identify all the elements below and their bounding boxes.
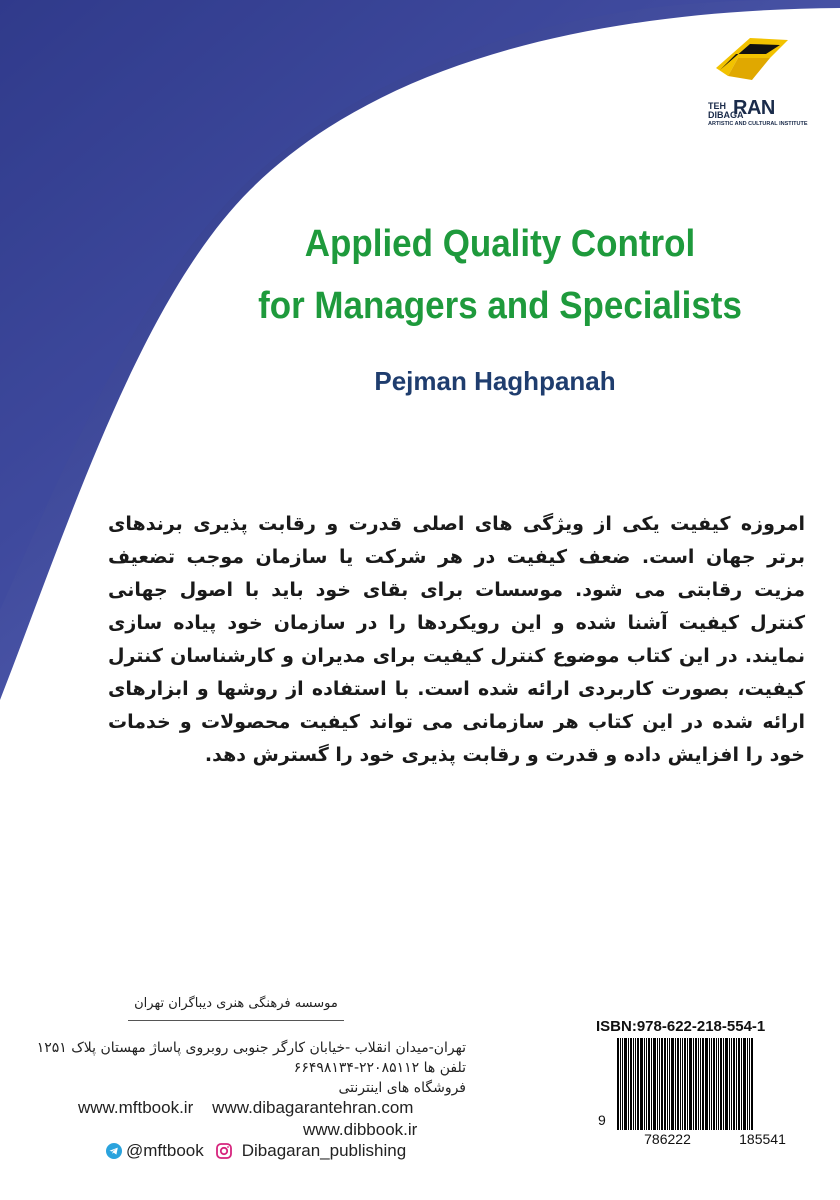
barcode-bar — [700, 1038, 701, 1130]
barcode-bar — [680, 1038, 681, 1130]
book-title-line1: Applied Quality Control — [304, 223, 696, 265]
book-description: امروزه کیفیت یکی از ویژگی های اصلی قدرت و رقابت پذیری برندهای برتر جهان است. ضعف کیفیت در هر شرکت یا سازمان موجب تضعیف مزیت رقابتی می شود. موسسات برای بقای خود باید با اصول جهانی کنترل کیفیت آشنا شده و این رویکردها را در سازمان خود پیاده سازی نمایند. در این کتاب موضوع کنترل کیفیت برای مدیران و کارشناسان کنترل کیفیت، بصورت کاربردی ارائه شده است. با استفاده از روشها و ابزارهای ارائه شده در این کتاب هر سازمانی می تواند کیفیت محصولات و خدمات خود را افزایش داده و قدرت و رقابت پذیری خود را گسترش دهد. — [108, 513, 805, 766]
barcode-digits — [620, 1131, 810, 1147]
website-dibbook-link[interactable]: www.dibbook.ir — [303, 1120, 418, 1139]
barcode-bar — [671, 1038, 674, 1130]
barcode-bar — [635, 1038, 636, 1130]
barcode-bar — [743, 1038, 746, 1130]
barcode-bar — [709, 1038, 710, 1130]
barcode-bar — [713, 1038, 715, 1130]
barcode-bar — [624, 1038, 627, 1130]
logo-text-big: RAN — [733, 97, 775, 119]
barcode-bar — [723, 1038, 724, 1130]
publisher-address: تهران-میدان انقلاب -خیابان کارگر جنوبی روبروی پاساژ مهستان پلاک ۱۲۵۱ — [36, 1040, 466, 1056]
website-dibagarantehran-link[interactable]: www.dibagarantehran.com — [212, 1098, 414, 1117]
barcode-bar — [682, 1038, 683, 1130]
barcode-bar — [705, 1038, 708, 1130]
barcode-bar — [702, 1038, 704, 1130]
barcode-bar — [684, 1038, 686, 1130]
barcode-bar — [720, 1038, 722, 1130]
barcode-bar — [689, 1038, 692, 1130]
logo-arrow-icon — [710, 18, 792, 88]
online-stores-label: فروشگاه های اینترنتی — [338, 1080, 466, 1096]
book-author: Pejman Haghpanah — [374, 366, 616, 396]
barcode-bar — [711, 1038, 712, 1130]
barcode-bar — [751, 1038, 753, 1130]
barcode-bar — [640, 1038, 643, 1130]
barcode-bar — [651, 1038, 652, 1130]
barcode-bar — [630, 1038, 632, 1130]
barcode-bar — [633, 1038, 634, 1130]
barcode-bar — [617, 1038, 619, 1130]
publisher-contact — [20, 1038, 466, 1098]
barcode-bar — [622, 1038, 623, 1130]
barcode-bar — [648, 1038, 650, 1130]
barcode-bar — [659, 1038, 660, 1130]
publisher-institute: موسسه فرهنگی هنری دیباگران تهران — [134, 996, 338, 1011]
barcode-bar — [646, 1038, 647, 1130]
telegram-icon — [106, 1143, 122, 1159]
barcode-bar — [637, 1038, 639, 1130]
publisher-logo — [690, 18, 808, 138]
barcode-bar — [725, 1038, 728, 1130]
barcode-bar — [620, 1038, 621, 1130]
barcode-bar — [741, 1038, 742, 1130]
instagram-icon — [216, 1143, 232, 1159]
barcode-digit-group-2: 185541 — [739, 1131, 786, 1147]
barcode-bar — [661, 1038, 663, 1130]
book-title-line2: for Managers and Specialists — [258, 285, 742, 327]
website-mftbook-link[interactable]: www.mftbook.ir — [78, 1098, 194, 1117]
barcode-bar — [664, 1038, 666, 1130]
barcode-bar — [687, 1038, 688, 1130]
barcode-bar — [716, 1038, 717, 1130]
barcode-bar — [667, 1038, 668, 1130]
publisher-phone: تلفن ها ۲۲۰۸۵۱۱۲-۶۶۴۹۸۱۳۴ — [293, 1060, 466, 1076]
barcode-bar — [736, 1038, 737, 1130]
barcode-bar — [729, 1038, 730, 1130]
isbn-label: ISBN:978-622-218-554-1 — [596, 1018, 766, 1035]
barcode-bar — [731, 1038, 732, 1130]
logo-text-small: DIBAGA — [708, 110, 744, 120]
instagram-handle[interactable]: Dibagaran_publishing — [241, 1141, 407, 1160]
barcode-bar — [653, 1038, 656, 1130]
barcode-bar — [628, 1038, 629, 1130]
barcode-bar — [675, 1038, 676, 1130]
social-row — [106, 1140, 406, 1162]
barcode-digit-group-1: 786222 — [644, 1131, 691, 1147]
barcode-bar — [749, 1038, 750, 1130]
barcode-first-digit: 9 — [598, 1112, 606, 1128]
barcode-bar — [733, 1038, 735, 1130]
barcode-bar — [698, 1038, 699, 1130]
barcode-bar — [644, 1038, 645, 1130]
barcode-bar — [738, 1038, 740, 1130]
isbn-barcode — [617, 1038, 807, 1130]
barcode-bar — [669, 1038, 670, 1130]
barcode-bar — [693, 1038, 694, 1130]
barcode-bar — [677, 1038, 679, 1130]
logo-text-top: TEH — [708, 101, 726, 111]
telegram-handle[interactable]: @mftbook — [126, 1141, 204, 1160]
websites-row — [78, 1098, 413, 1118]
barcode-bar — [718, 1038, 719, 1130]
barcode-bar — [657, 1038, 658, 1130]
barcode-bar — [695, 1038, 697, 1130]
institute-divider — [128, 1020, 344, 1021]
barcode-bar — [747, 1038, 748, 1130]
logo-subtitle: ARTISTIC AND CULTURAL INSTITUTE — [708, 121, 808, 127]
book-title — [229, 213, 772, 337]
